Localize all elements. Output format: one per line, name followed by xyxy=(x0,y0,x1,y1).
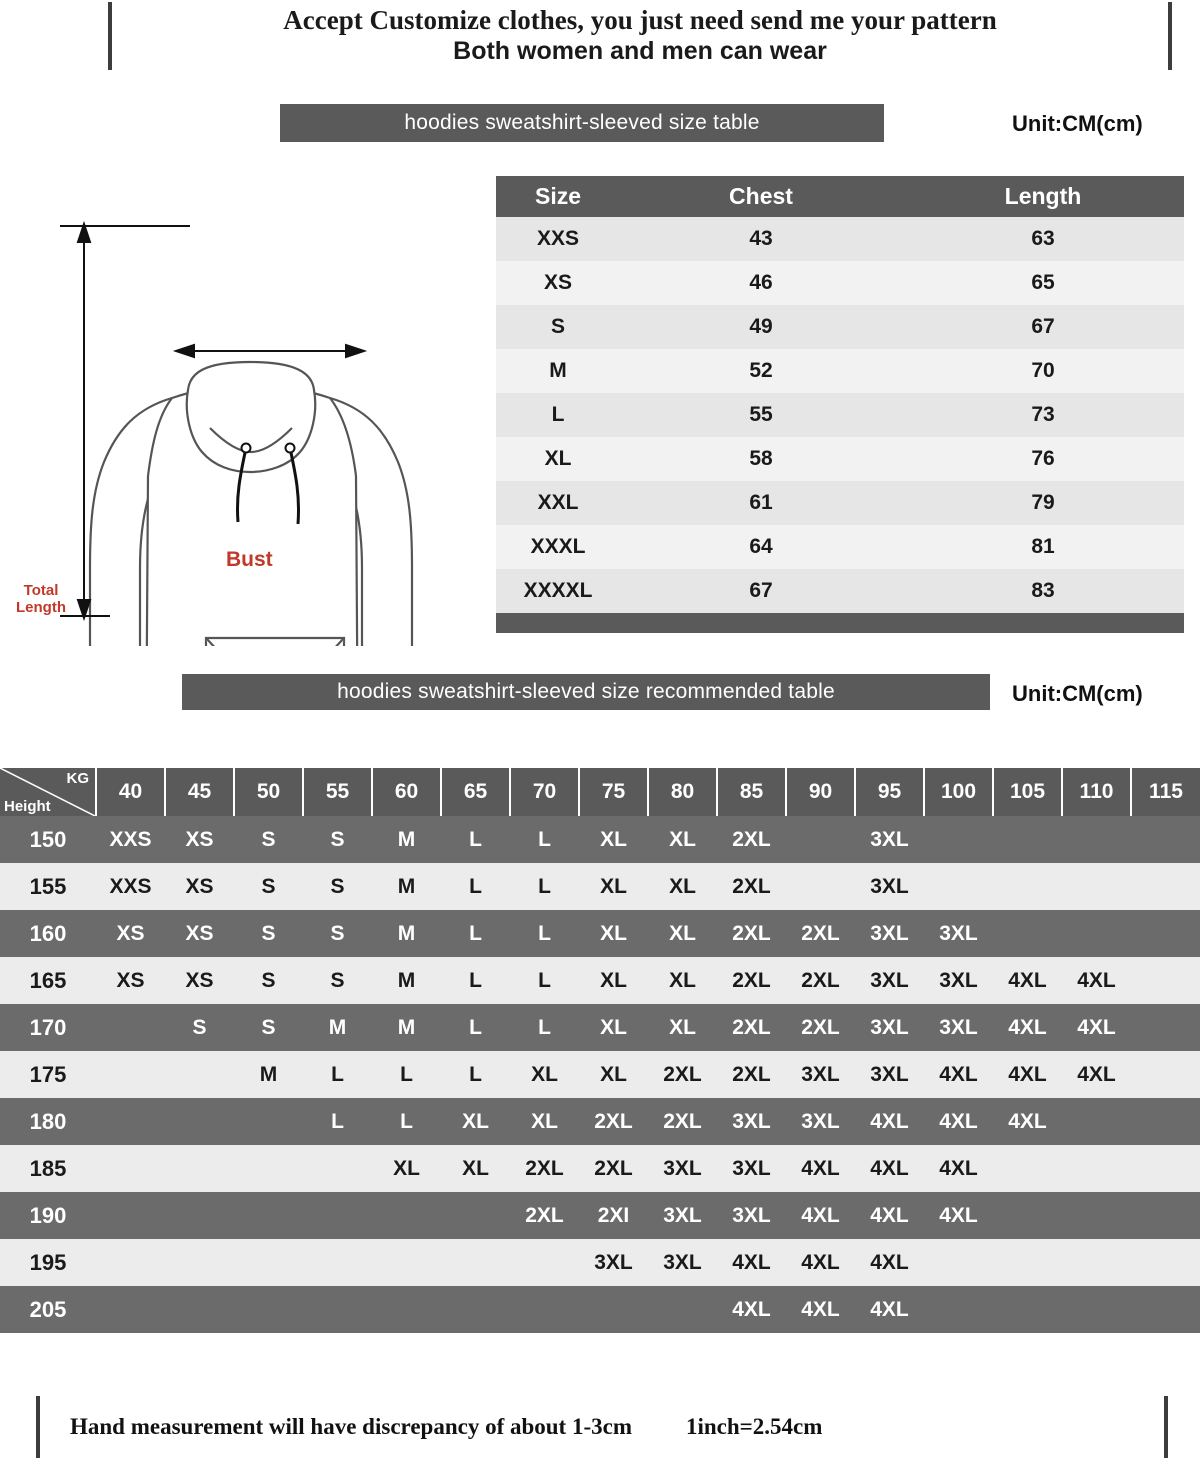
recommend-size-cell: 3XL xyxy=(855,816,924,863)
header-line-1: Accept Customize clothes, you just need send me your pattern xyxy=(283,5,997,36)
size-table-footer-row xyxy=(496,613,1184,633)
size-table-cell: 49 xyxy=(620,305,902,349)
recommend-height-header: 170 xyxy=(0,1004,96,1051)
recommend-size-cell: 4XL xyxy=(1062,957,1131,1004)
recommend-size-cell xyxy=(993,1286,1062,1333)
recommend-size-cell: 4XL xyxy=(993,1051,1062,1098)
recommend-size-cell: 3XL xyxy=(717,1145,786,1192)
size-table-cell: 79 xyxy=(902,481,1184,525)
recommend-size-cell: M xyxy=(372,863,441,910)
recommend-size-cell: S xyxy=(303,816,372,863)
recommend-weight-header: 110 xyxy=(1062,768,1131,816)
recommend-corner-cell xyxy=(0,768,96,816)
recommend-weight-header: 55 xyxy=(303,768,372,816)
table-row xyxy=(0,1239,1200,1286)
recommend-size-cell: S xyxy=(234,863,303,910)
recommend-table-unit: Unit:CM(cm) xyxy=(1012,681,1143,706)
recommend-size-cell: M xyxy=(234,1051,303,1098)
recommend-size-cell: M xyxy=(303,1004,372,1051)
recommend-size-cell xyxy=(165,1098,234,1145)
recommend-size-cell: 3XL xyxy=(855,1051,924,1098)
recommend-size-cell xyxy=(1131,816,1200,863)
recommend-size-cell xyxy=(924,863,993,910)
size-table-cell: XXL xyxy=(496,481,620,525)
table-row xyxy=(0,816,1200,863)
size-table xyxy=(496,176,1184,633)
recommend-size-cell: 3XL xyxy=(924,957,993,1004)
recommend-size-cell: L xyxy=(510,957,579,1004)
recommend-size-cell: 4XL xyxy=(786,1192,855,1239)
recommend-size-cell: 3XL xyxy=(648,1145,717,1192)
recommend-size-cell xyxy=(786,863,855,910)
hoodie-diagram-svg xyxy=(0,176,470,646)
recommend-size-cell: 4XL xyxy=(924,1145,993,1192)
table-row xyxy=(496,349,1184,393)
size-table-cell: 70 xyxy=(902,349,1184,393)
recommend-size-cell: 2XL xyxy=(717,816,786,863)
recommend-size-cell xyxy=(993,816,1062,863)
recommend-size-cell: XS xyxy=(165,816,234,863)
recommend-size-cell: XL xyxy=(579,910,648,957)
recommend-size-cell xyxy=(993,1239,1062,1286)
recommend-size-cell: 2XL xyxy=(717,863,786,910)
recommend-size-cell: XL xyxy=(579,1004,648,1051)
recommend-size-cell xyxy=(1062,863,1131,910)
table-row xyxy=(496,437,1184,481)
corner-height-label: Height xyxy=(4,798,51,815)
recommend-size-cell xyxy=(510,1286,579,1333)
table-row xyxy=(0,1192,1200,1239)
recommend-size-cell xyxy=(96,1239,165,1286)
recommend-table-wrap xyxy=(0,768,1200,1333)
recommend-size-cell xyxy=(1062,1098,1131,1145)
size-table-cell: 61 xyxy=(620,481,902,525)
table-row xyxy=(0,957,1200,1004)
recommend-size-cell: L xyxy=(303,1098,372,1145)
recommend-size-cell xyxy=(372,1286,441,1333)
recommend-size-cell: 4XL xyxy=(993,1004,1062,1051)
recommend-height-header: 165 xyxy=(0,957,96,1004)
size-table-cell: XL xyxy=(496,437,620,481)
recommend-size-cell xyxy=(441,1192,510,1239)
table-row xyxy=(0,910,1200,957)
recommend-size-cell xyxy=(165,1286,234,1333)
recommend-size-cell: XXS xyxy=(96,863,165,910)
recommend-size-cell: S xyxy=(234,957,303,1004)
recommend-size-cell: 3XL xyxy=(648,1192,717,1239)
size-table-cell: 43 xyxy=(620,217,902,261)
size-table-cell: 76 xyxy=(902,437,1184,481)
size-table-cell: 67 xyxy=(620,569,902,613)
recommend-weight-header: 75 xyxy=(579,768,648,816)
recommend-header-row xyxy=(0,768,1200,816)
size-table-cell: 58 xyxy=(620,437,902,481)
size-table-unit: Unit:CM(cm) xyxy=(1012,111,1143,136)
recommend-size-cell: XS xyxy=(96,910,165,957)
header-line-2: Both women and men can wear xyxy=(453,37,827,66)
recommend-size-cell xyxy=(993,1145,1062,1192)
table-row xyxy=(0,1145,1200,1192)
recommend-size-cell: XL xyxy=(648,1004,717,1051)
recommend-size-cell: 4XL xyxy=(717,1286,786,1333)
recommend-size-cell: M xyxy=(372,957,441,1004)
recommend-size-cell: M xyxy=(372,1004,441,1051)
recommend-size-cell xyxy=(234,1192,303,1239)
recommend-size-cell: 3XL xyxy=(855,1004,924,1051)
recommend-size-cell: XS xyxy=(96,957,165,1004)
size-table-cell: 73 xyxy=(902,393,1184,437)
recommend-size-cell xyxy=(648,1286,717,1333)
recommend-table xyxy=(0,768,1200,1333)
size-table-col-size: Size xyxy=(496,176,620,217)
recommend-size-cell: 4XL xyxy=(855,1145,924,1192)
recommend-size-cell: 2XI xyxy=(579,1192,648,1239)
size-table-cell: XXXL xyxy=(496,525,620,569)
size-table-body xyxy=(496,217,1184,613)
recommend-table-body xyxy=(0,816,1200,1333)
recommend-weight-header: 40 xyxy=(96,768,165,816)
recommend-size-cell: S xyxy=(303,957,372,1004)
recommend-size-cell: 4XL xyxy=(786,1286,855,1333)
size-table-header-row xyxy=(496,176,1184,217)
size-table-col-chest: Chest xyxy=(620,176,902,217)
recommend-size-cell xyxy=(1131,1145,1200,1192)
recommend-size-cell: XL xyxy=(648,863,717,910)
table-row xyxy=(0,1004,1200,1051)
recommend-size-cell: 4XL xyxy=(855,1239,924,1286)
recommend-size-cell xyxy=(372,1239,441,1286)
recommend-size-cell xyxy=(1131,1239,1200,1286)
recommend-size-cell: 4XL xyxy=(924,1192,993,1239)
recommend-size-cell: 3XL xyxy=(855,910,924,957)
recommend-size-cell xyxy=(372,1192,441,1239)
recommend-size-cell: XXS xyxy=(96,816,165,863)
size-table-cell: XXXXL xyxy=(496,569,620,613)
recommend-size-cell xyxy=(579,1286,648,1333)
recommend-size-cell xyxy=(303,1239,372,1286)
recommend-size-cell xyxy=(993,1192,1062,1239)
recommend-size-cell xyxy=(165,1239,234,1286)
size-table-cell: 63 xyxy=(902,217,1184,261)
recommend-size-cell: 4XL xyxy=(855,1286,924,1333)
table-row xyxy=(496,525,1184,569)
recommend-size-cell xyxy=(303,1192,372,1239)
recommend-weight-header: 65 xyxy=(441,768,510,816)
recommend-size-cell: L xyxy=(303,1051,372,1098)
size-table-cell: 65 xyxy=(902,261,1184,305)
size-table-footer-bar xyxy=(496,613,1184,633)
recommend-size-cell: 4XL xyxy=(717,1239,786,1286)
recommend-size-cell: XL xyxy=(648,910,717,957)
table-row xyxy=(496,217,1184,261)
recommend-size-cell: S xyxy=(165,1004,234,1051)
size-table-cell: XXS xyxy=(496,217,620,261)
recommend-weight-header: 95 xyxy=(855,768,924,816)
recommend-size-cell: XL xyxy=(579,863,648,910)
recommend-size-cell: S xyxy=(234,1004,303,1051)
recommend-size-cell xyxy=(96,1098,165,1145)
recommend-size-cell xyxy=(165,1145,234,1192)
recommend-size-cell: XL xyxy=(510,1098,579,1145)
recommend-size-cell: L xyxy=(510,1004,579,1051)
recommend-height-header: 175 xyxy=(0,1051,96,1098)
recommend-weight-header: 60 xyxy=(372,768,441,816)
size-table-cell: 46 xyxy=(620,261,902,305)
table-row xyxy=(496,261,1184,305)
recommend-size-cell xyxy=(234,1286,303,1333)
recommend-size-cell: XL xyxy=(648,957,717,1004)
recommend-size-cell: L xyxy=(441,863,510,910)
footer-conversion: 1inch=2.54cm xyxy=(686,1414,823,1439)
recommend-size-cell xyxy=(1131,1004,1200,1051)
recommend-size-cell xyxy=(924,816,993,863)
recommend-size-cell xyxy=(96,1051,165,1098)
recommend-size-cell xyxy=(96,1004,165,1051)
recommend-size-cell: 2XL xyxy=(786,910,855,957)
size-table-col-length: Length xyxy=(902,176,1184,217)
recommend-weight-header: 85 xyxy=(717,768,786,816)
recommend-size-cell: XL xyxy=(510,1051,579,1098)
recommend-size-cell: 3XL xyxy=(579,1239,648,1286)
recommend-size-cell xyxy=(234,1098,303,1145)
recommend-size-cell xyxy=(441,1286,510,1333)
bust-label: Bust xyxy=(226,548,273,571)
recommend-size-cell: 3XL xyxy=(717,1098,786,1145)
hoodie-illustration xyxy=(0,176,470,646)
recommend-size-cell xyxy=(1062,1145,1131,1192)
recommend-size-cell: 4XL xyxy=(993,1098,1062,1145)
table-row xyxy=(496,481,1184,525)
recommend-size-cell xyxy=(165,1051,234,1098)
recommend-weight-header: 115 xyxy=(1131,768,1200,816)
recommend-size-cell: 3XL xyxy=(717,1192,786,1239)
recommend-size-cell xyxy=(924,1239,993,1286)
recommend-size-cell: L xyxy=(372,1051,441,1098)
table-row xyxy=(0,1098,1200,1145)
recommend-weight-header: 100 xyxy=(924,768,993,816)
recommend-size-cell: 2XL xyxy=(786,1004,855,1051)
recommend-size-cell xyxy=(786,816,855,863)
recommend-size-cell xyxy=(1131,1051,1200,1098)
recommend-size-cell xyxy=(510,1239,579,1286)
recommend-size-cell: 2XL xyxy=(510,1145,579,1192)
recommend-size-cell: 4XL xyxy=(786,1145,855,1192)
recommend-size-cell: XL xyxy=(372,1145,441,1192)
recommend-size-cell: 2XL xyxy=(717,1051,786,1098)
total-length-line1: Total xyxy=(23,582,59,599)
recommend-size-cell: 3XL xyxy=(648,1239,717,1286)
footer-banner xyxy=(36,1396,1168,1458)
size-table-cell: M xyxy=(496,349,620,393)
recommend-size-cell: XS xyxy=(165,863,234,910)
recommend-weight-header: 45 xyxy=(165,768,234,816)
recommend-size-cell: 4XL xyxy=(924,1051,993,1098)
recommend-size-cell: 4XL xyxy=(855,1098,924,1145)
recommend-size-cell: XS xyxy=(165,910,234,957)
recommend-size-cell: 2XL xyxy=(579,1145,648,1192)
recommend-size-cell: XS xyxy=(165,957,234,1004)
recommend-height-header: 205 xyxy=(0,1286,96,1333)
recommend-size-cell: 4XL xyxy=(1062,1051,1131,1098)
size-table-cell: 81 xyxy=(902,525,1184,569)
recommend-size-cell xyxy=(1131,1098,1200,1145)
recommend-size-cell: 4XL xyxy=(855,1192,924,1239)
recommend-size-cell xyxy=(234,1239,303,1286)
recommend-size-cell: XL xyxy=(648,816,717,863)
table-row xyxy=(496,569,1184,613)
recommend-size-cell: 3XL xyxy=(786,1098,855,1145)
recommend-size-cell: XL xyxy=(441,1145,510,1192)
recommend-size-cell: M xyxy=(372,816,441,863)
size-table-cell: 83 xyxy=(902,569,1184,613)
total-length-line2: Length xyxy=(16,599,66,617)
recommend-size-cell: 3XL xyxy=(924,1004,993,1051)
recommend-size-cell xyxy=(993,863,1062,910)
recommend-size-cell xyxy=(1062,1286,1131,1333)
recommend-size-cell xyxy=(924,1286,993,1333)
recommend-height-header: 185 xyxy=(0,1145,96,1192)
header-banner xyxy=(108,2,1172,70)
recommend-size-cell: 3XL xyxy=(855,957,924,1004)
recommend-size-cell: L xyxy=(441,957,510,1004)
recommend-size-cell xyxy=(1131,1192,1200,1239)
size-table-cell: L xyxy=(496,393,620,437)
recommend-weight-header: 70 xyxy=(510,768,579,816)
recommend-height-header: 195 xyxy=(0,1239,96,1286)
recommend-height-header: 150 xyxy=(0,816,96,863)
recommend-size-cell xyxy=(993,910,1062,957)
recommend-height-header: 155 xyxy=(0,863,96,910)
corner-kg-label: KG xyxy=(66,770,89,787)
recommend-size-cell: 4XL xyxy=(924,1098,993,1145)
recommend-size-cell xyxy=(1062,910,1131,957)
recommend-size-cell: 2XL xyxy=(579,1098,648,1145)
footer-note: Hand measurement will have discrepancy of about 1-3cm xyxy=(70,1414,632,1439)
recommend-size-cell xyxy=(303,1286,372,1333)
recommend-size-cell xyxy=(1131,957,1200,1004)
recommend-size-cell xyxy=(441,1239,510,1286)
recommend-size-cell: 2XL xyxy=(648,1051,717,1098)
recommend-height-header: 180 xyxy=(0,1098,96,1145)
size-table-cell: 55 xyxy=(620,393,902,437)
recommend-size-cell: 2XL xyxy=(717,957,786,1004)
recommend-table-title: hoodies sweatshirt-sleeved size recommended table xyxy=(182,674,990,710)
recommend-size-cell xyxy=(1062,1192,1131,1239)
table-row xyxy=(0,1051,1200,1098)
size-table-title: hoodies sweatshirt-sleeved size table xyxy=(280,104,884,142)
recommend-size-cell: 3XL xyxy=(786,1051,855,1098)
table-row xyxy=(496,393,1184,437)
recommend-weight-header: 90 xyxy=(786,768,855,816)
recommend-size-cell: L xyxy=(441,1004,510,1051)
recommend-size-cell: XL xyxy=(579,1051,648,1098)
table-row xyxy=(0,1286,1200,1333)
recommend-size-cell: 3XL xyxy=(855,863,924,910)
table-row xyxy=(0,863,1200,910)
recommend-size-cell xyxy=(165,1192,234,1239)
recommend-size-cell: 2XL xyxy=(717,910,786,957)
recommend-size-cell: 3XL xyxy=(924,910,993,957)
recommend-size-cell: 4XL xyxy=(786,1239,855,1286)
recommend-size-cell: S xyxy=(303,910,372,957)
recommend-size-cell xyxy=(1062,816,1131,863)
recommend-size-cell: 4XL xyxy=(1062,1004,1131,1051)
recommend-size-cell: 4XL xyxy=(993,957,1062,1004)
table-row xyxy=(496,305,1184,349)
recommend-size-cell xyxy=(96,1145,165,1192)
recommend-size-cell xyxy=(303,1145,372,1192)
recommend-size-cell xyxy=(96,1192,165,1239)
recommend-size-cell xyxy=(1062,1239,1131,1286)
total-length-label xyxy=(6,582,76,617)
recommend-size-cell: L xyxy=(441,910,510,957)
recommend-weight-header: 80 xyxy=(648,768,717,816)
recommend-size-cell: L xyxy=(510,816,579,863)
size-table-cell: 52 xyxy=(620,349,902,393)
recommend-size-cell xyxy=(1131,1286,1200,1333)
recommend-height-header: 190 xyxy=(0,1192,96,1239)
recommend-size-cell: L xyxy=(441,816,510,863)
recommend-size-cell: S xyxy=(234,910,303,957)
recommend-size-cell xyxy=(1131,863,1200,910)
recommend-size-cell xyxy=(96,1286,165,1333)
recommend-size-cell: L xyxy=(510,863,579,910)
recommend-size-cell: 2XL xyxy=(717,1004,786,1051)
recommend-size-cell: 2XL xyxy=(648,1098,717,1145)
size-table-cell: 67 xyxy=(902,305,1184,349)
size-table-cell: 64 xyxy=(620,525,902,569)
recommend-size-cell: S xyxy=(234,816,303,863)
recommend-size-cell: 2XL xyxy=(786,957,855,1004)
recommend-size-cell: L xyxy=(372,1098,441,1145)
recommend-size-cell: L xyxy=(441,1051,510,1098)
recommend-weight-header: 105 xyxy=(993,768,1062,816)
recommend-size-cell: XL xyxy=(579,957,648,1004)
recommend-size-cell: XL xyxy=(579,816,648,863)
recommend-size-cell xyxy=(1131,910,1200,957)
recommend-size-cell: 2XL xyxy=(510,1192,579,1239)
recommend-height-header: 160 xyxy=(0,910,96,957)
recommend-size-cell: M xyxy=(372,910,441,957)
recommend-size-cell: XL xyxy=(441,1098,510,1145)
recommend-size-cell xyxy=(234,1145,303,1192)
recommend-weight-header: 50 xyxy=(234,768,303,816)
recommend-size-cell: L xyxy=(510,910,579,957)
size-table-cell: XS xyxy=(496,261,620,305)
recommend-size-cell: S xyxy=(303,863,372,910)
size-table-cell: S xyxy=(496,305,620,349)
